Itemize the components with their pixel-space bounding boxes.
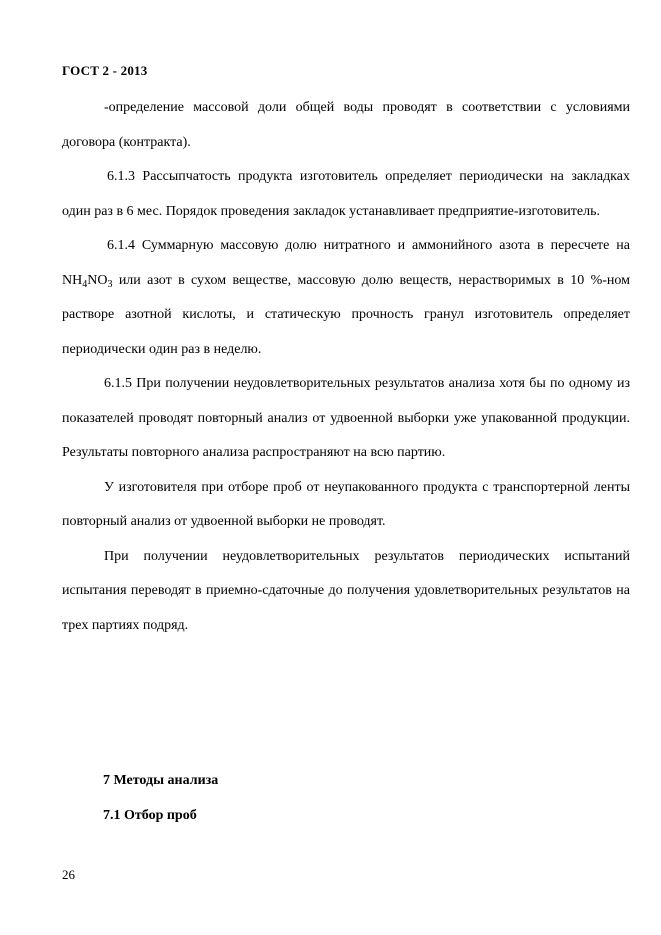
subscript-4: 4 <box>82 278 88 290</box>
document-header: ГОСТ 2 - 2013 <box>62 63 148 78</box>
paragraph-periodic-tests: При получении неудовлетворительных результатов периодических испытаний испытания переводят в приемно-сдаточные до получения удовлетворительных результатов на трех партиях подряд. <box>62 548 630 633</box>
page-number: 26 <box>62 867 75 882</box>
para-6-1-4-part2: или азот в сухом веществе, массовую долю веществ, нерастворимых в 10 %-ном растворе азотной кислоты, и статическую прочность гранул изготовитель определяет периодически один раз в неделю. <box>62 272 630 357</box>
para-6-1-4-no: NO <box>87 272 108 288</box>
paragraph-6-1-5: 6.1.5 При получении неудовлетворительных результатов анализа хотя бы по одному из показателей проводят повторный анализ от удвоенной выборки уже упакованной продукции. Результаты повторного анализа распространяют на всю партию. <box>62 376 630 460</box>
section-heading-7-1: 7.1 Отбор проб <box>103 808 197 823</box>
para-6-1-4-part1: 6.1.4 Суммарную массовую долю нитратного и аммонийного азота в пересчете на NH <box>62 238 630 288</box>
paragraph-water-content: -определение массовой доли общей воды проводят в соответствии с условиями договора (контракта). <box>62 100 630 150</box>
body-text <box>62 91 630 643</box>
paragraph-manufacturer: У изготовителя при отборе проб от неупакованного продукта с транспортерной ленты повторный анализ от удвоенной выборки не проводят. <box>62 479 630 529</box>
subscript-3: 3 <box>107 278 113 290</box>
paragraph-6-1-4 <box>62 229 630 367</box>
section-heading-7: 7 Методы анализа <box>103 773 219 788</box>
paragraph-6-1-3: 6.1.3 Рассыпчатость продукта изготовитель определяет периодически на закладках один раз в 6 мес. Порядок проведения закладок устанавливает предприятие-изготовитель. <box>62 169 630 219</box>
